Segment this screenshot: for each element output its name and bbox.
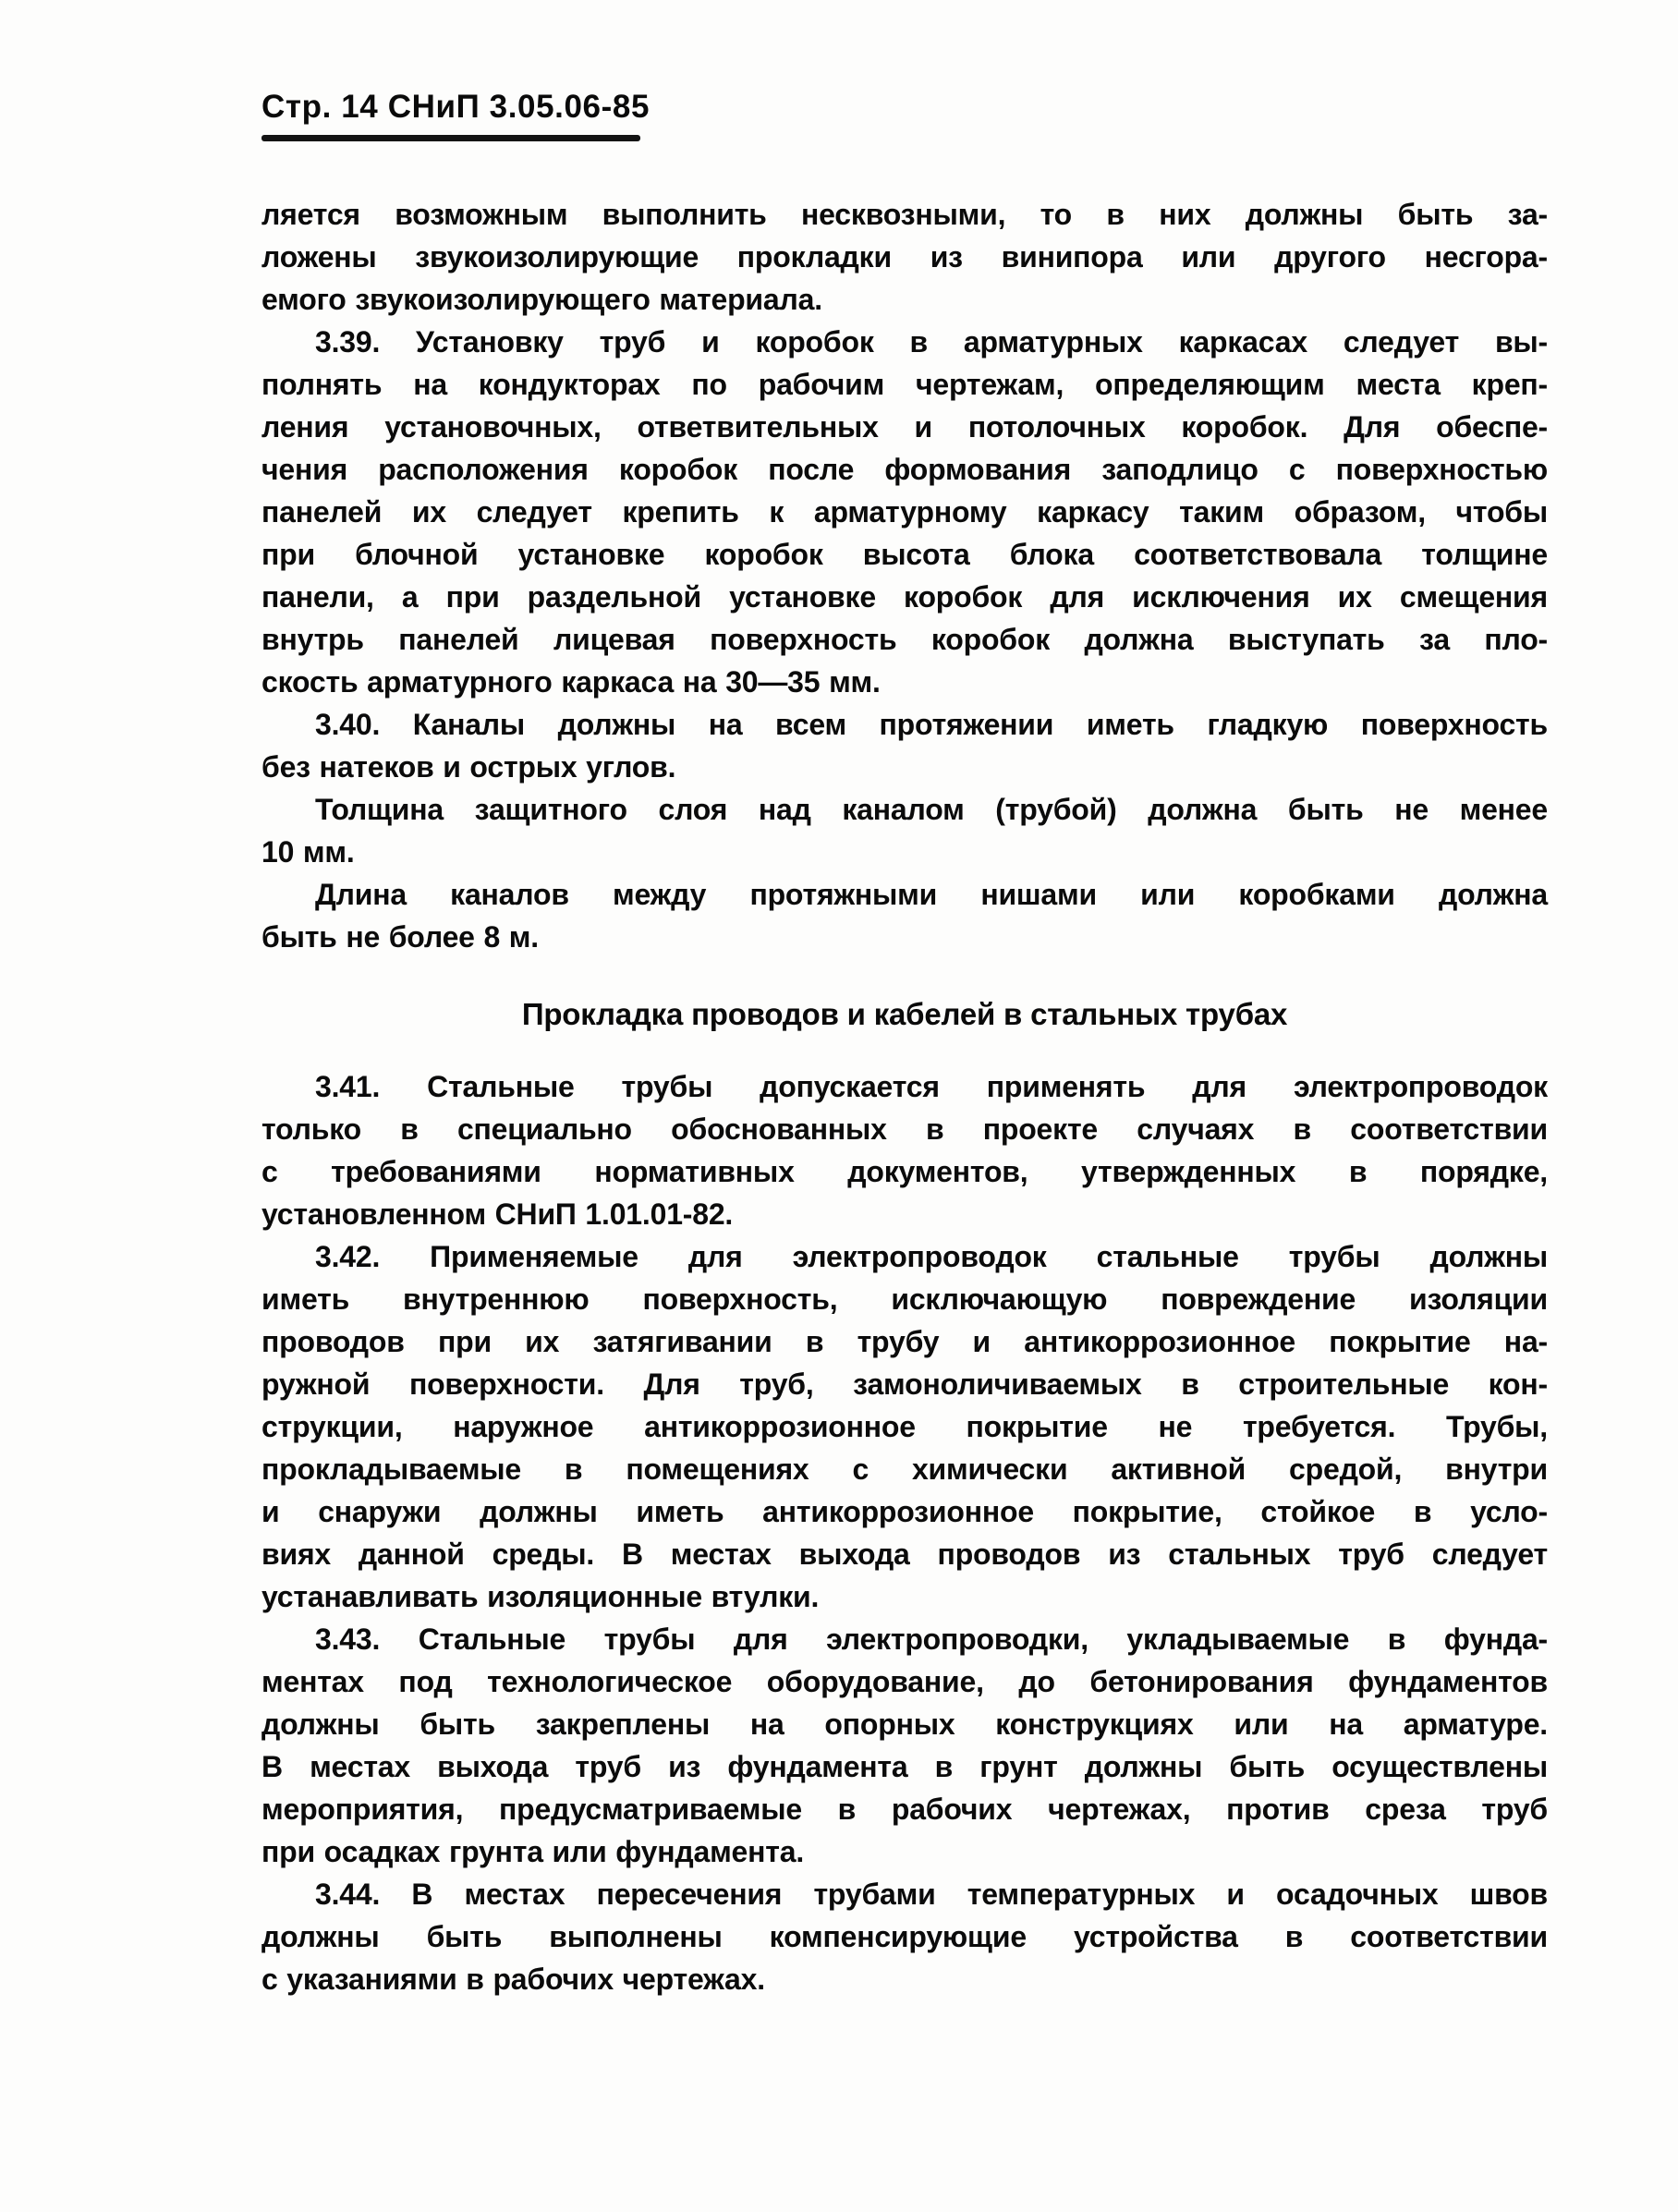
text-line: панелей их следует крепить к арматурному каркасу таким образом, чтобы [261,495,1548,529]
text-line: струкции, наружное антикоррозионное покрытие не требуется. Трубы, [261,1410,1548,1443]
text-line: устанавливать изоляционные втулки. [261,1580,820,1613]
paragraph [261,703,1548,788]
text-line: 10 мм. [261,835,355,869]
text-line: быть не более 8 м. [261,920,539,954]
paragraph [261,193,1548,321]
text-line: при осадках грунта или фундамента. [261,1835,805,1868]
paragraph [261,1873,1548,2000]
paragraph [261,788,1548,873]
text-line: полнять на кондукторах по рабочим чертежам, определяющим места креп- [261,368,1548,401]
text-line: 3.43. Стальные трубы для электропроводки, укладываемые в фунда- [315,1623,1548,1656]
page-content [261,89,1548,2000]
paragraph [261,321,1548,703]
text-line: должны быть выполнены компенсирующие устройства в соответствии [261,1920,1548,1953]
text-line: ления установочных, ответвительных и потолочных коробок. Для обеспе- [261,410,1548,444]
text-line: 3.44. В местах пересечения трубами температурных и осадочных швов [315,1878,1548,1911]
text-line: емого звукоизолирующего материала. [261,283,822,316]
section-heading: Прокладка проводов и кабелей в стальных трубах [521,997,1288,1031]
text-line: ляется возможным выполнить несквозными, то в них должны быть за- [261,198,1548,231]
text-line: 3.40. Каналы должны на всем протяжении иметь гладкую поверхность [315,708,1548,741]
text-line: 3.39. Установку труб и коробок в арматурных каркасах следует вы- [315,325,1548,359]
paragraph [261,1618,1548,1873]
page-header-text: Стр. 14 СНиП 3.05.06-85 [261,89,651,125]
text-line: и снаружи должны иметь антикоррозионное покрытие, стойкое в усло- [261,1495,1548,1528]
text-line: скость арматурного каркаса на 30—35 мм. [261,665,881,699]
text-line: 3.42. Применяемые для электропроводок стальные трубы должны [315,1240,1548,1273]
text-line: чения расположения коробок после формования заподлицо с поверхностью [261,453,1548,486]
text-line: В местах выхода труб из фундамента в грунт должны быть осуществлены [261,1750,1548,1783]
text-line: проводов при их затягивании в трубу и антикоррозионное покрытие на- [261,1325,1548,1358]
text-line: внутрь панелей лицевая поверхность коробок должна выступать за пло- [261,623,1548,656]
text-line: Длина каналов между протяжными нишами или коробками должна [315,878,1548,911]
paragraph [261,1235,1548,1618]
paragraphs-top [261,193,1548,958]
text-line: только в специально обоснованных в проекте случаях в соответствии [261,1112,1548,1146]
text-line: Толщина защитного слоя над каналом (трубой) должна быть не менее [315,793,1548,826]
text-line: виях данной среды. В местах выхода проводов из стальных труб следует [261,1537,1548,1571]
text-line: при блочной установке коробок высота блока соответствовала толщине [261,538,1548,571]
text-line: с требованиями нормативных документов, утвержденных в порядке, [261,1155,1548,1188]
text-line: иметь внутреннюю поверхность, исключающую повреждение изоляции [261,1282,1548,1316]
text-line: мероприятия, предусматриваемые в рабочих чертежах, против среза труб [261,1793,1548,1826]
page-header [261,89,1548,141]
paragraphs-bottom [261,1065,1548,2000]
text-line: ментах под технологическое оборудование, до бетонирования фундаментов [261,1665,1548,1698]
text-line: ложены звукоизолирующие прокладки из винипора или другого несгора- [261,240,1548,273]
text-line: ружной поверхности. Для труб, замоноличиваемых в строительные кон- [261,1367,1548,1401]
text-line: с указаниями в рабочих чертежах. [261,1963,765,1996]
paragraph [261,873,1548,958]
text-line: прокладываемые в помещениях с химически активной средой, внутри [261,1452,1548,1486]
text-line: 3.41. Стальные трубы допускается применять для электропроводок [315,1070,1548,1103]
text-line: без натеков и острых углов. [261,750,676,784]
paragraph [261,1065,1548,1235]
text-line: должны быть закреплены на опорных конструкциях или на арматуре. [261,1708,1548,1741]
text-line: установленном СНиП 1.01.01-82. [261,1197,734,1231]
header-underline [261,135,640,141]
text-line: панели, а при раздельной установке коробок для исключения их смещения [261,580,1548,614]
